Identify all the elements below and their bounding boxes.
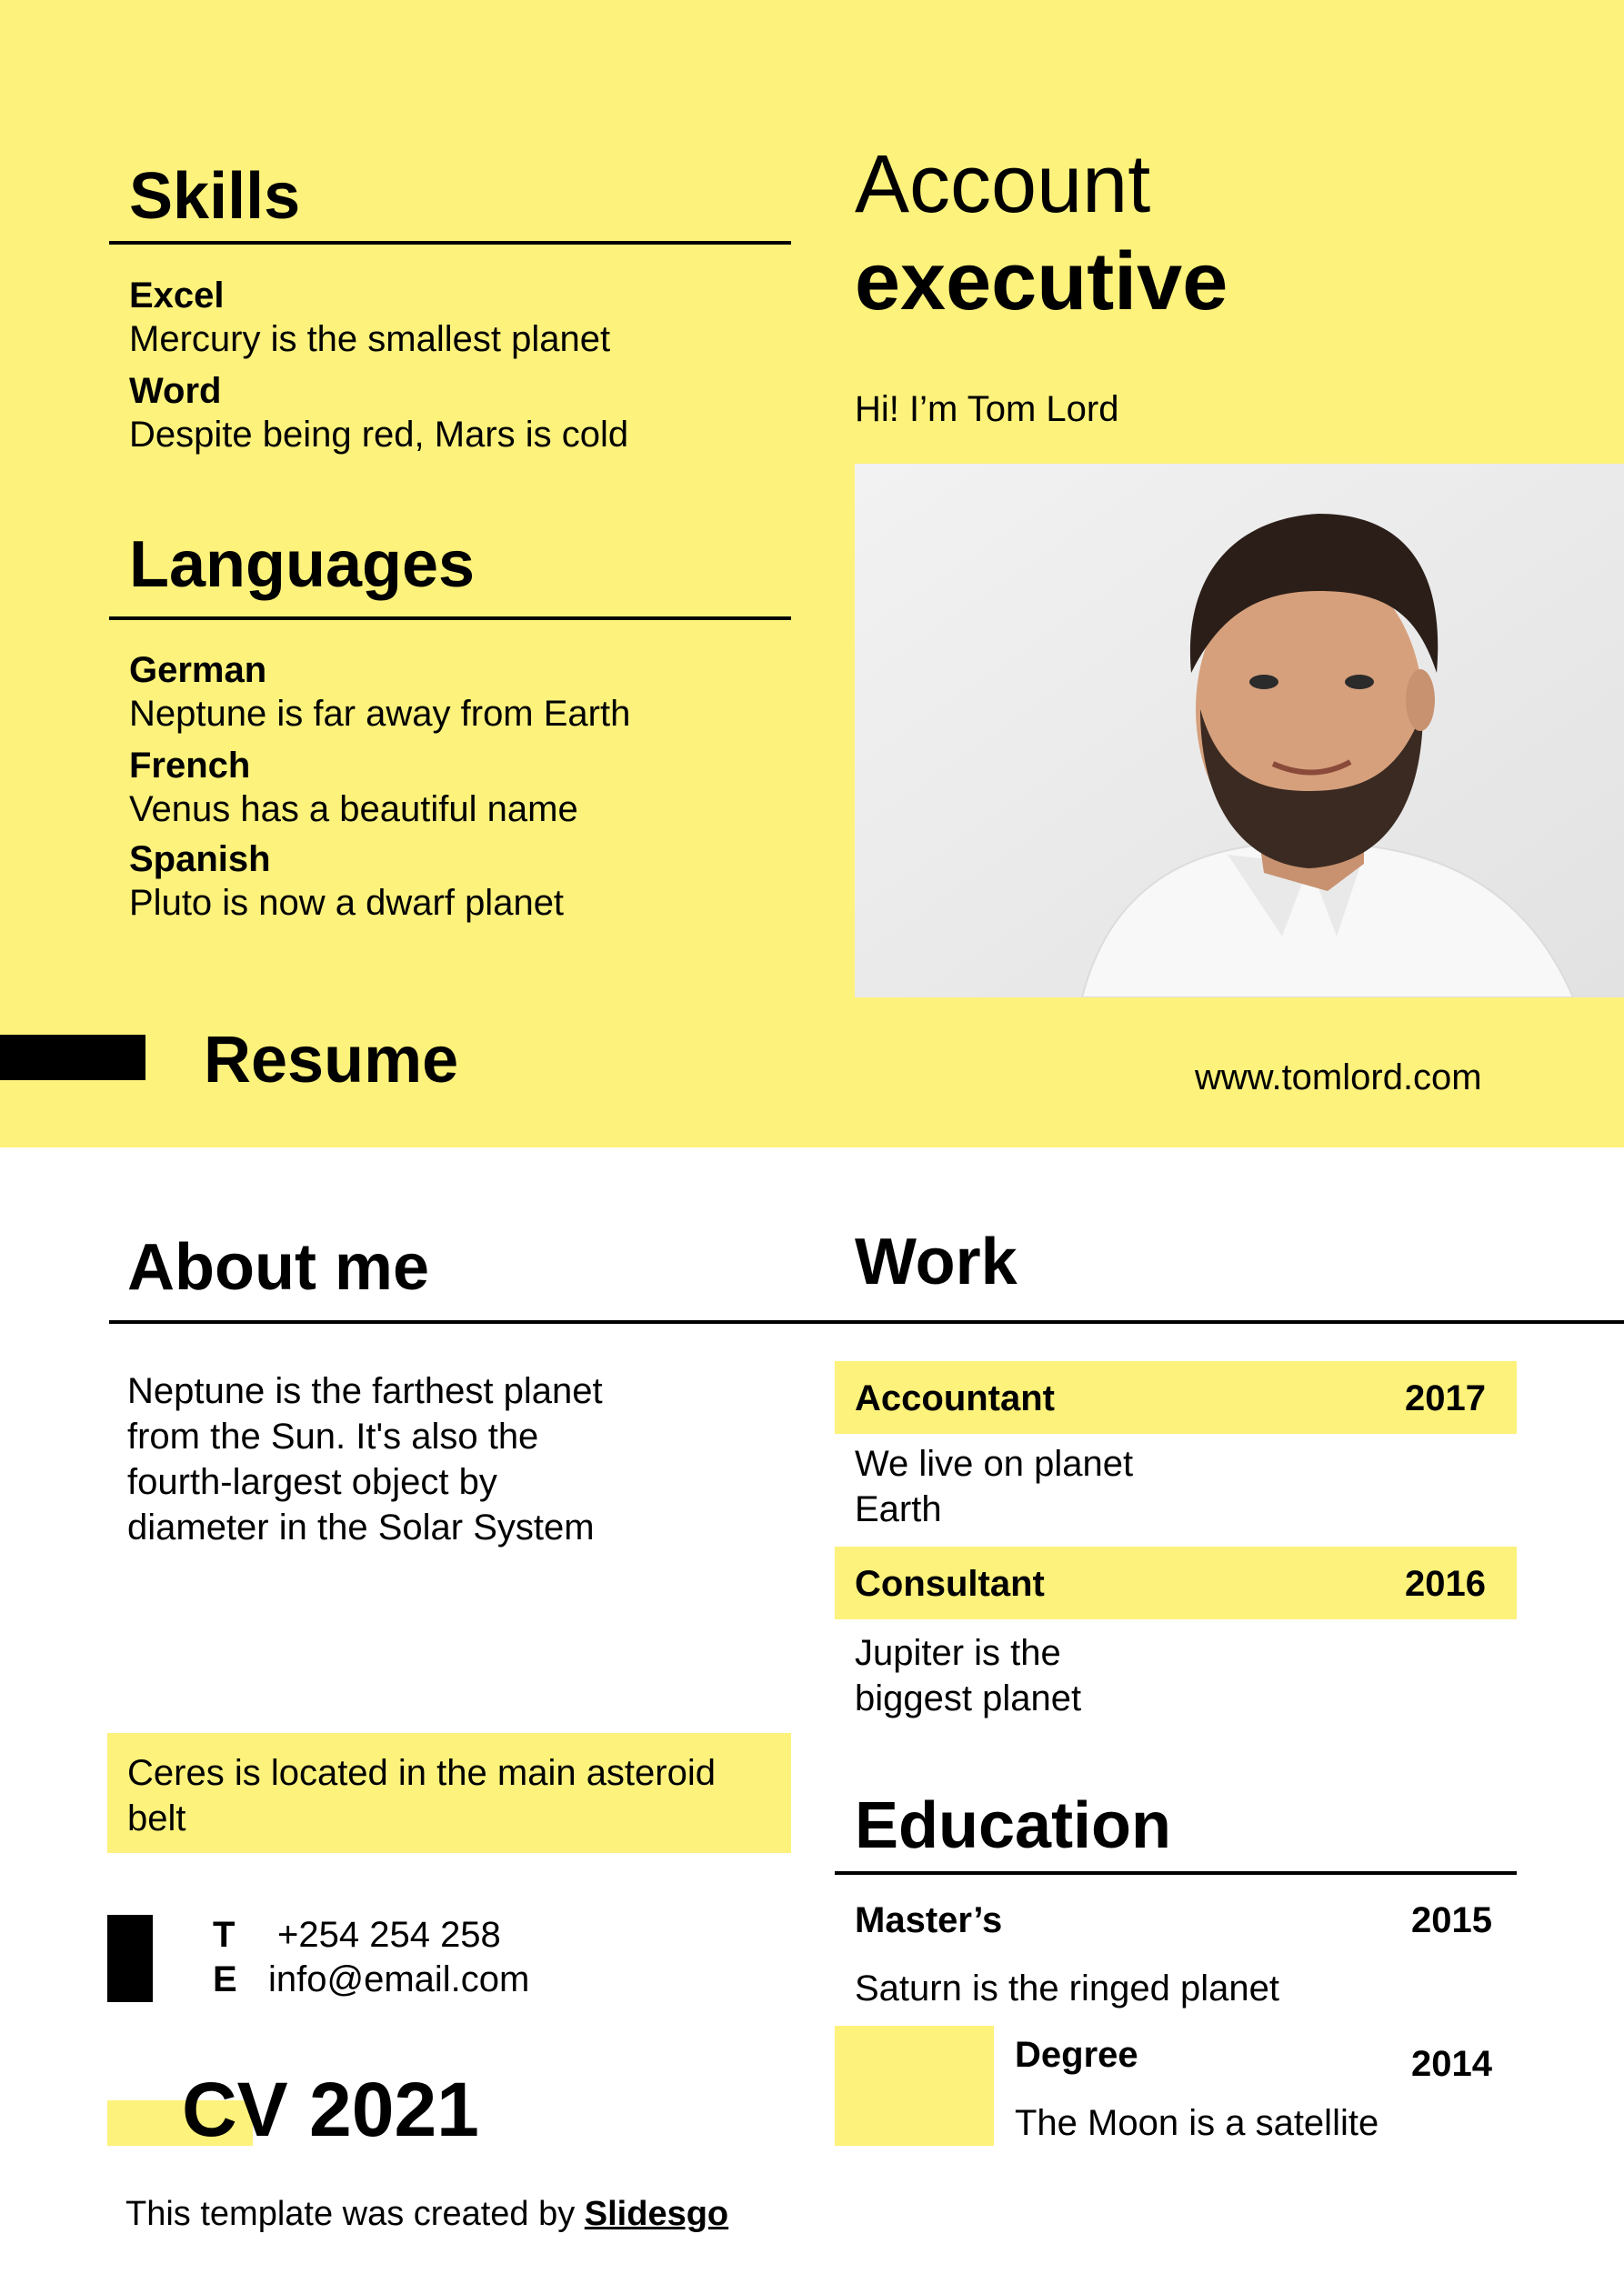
education-title: Master’s	[855, 1900, 1003, 1940]
language-title: German	[129, 650, 267, 690]
phone-value: +254 254 258	[277, 1915, 501, 1955]
portrait-illustration	[855, 464, 1624, 997]
education-accent-box	[835, 2026, 994, 2146]
about-highlight-text	[127, 1750, 716, 1841]
work-text-line: biggest planet	[855, 1678, 1082, 1718]
education-divider	[835, 1871, 1517, 1875]
profile-photo	[855, 464, 1624, 997]
skill-title: Excel	[129, 275, 225, 316]
language-text: Pluto is now a dwarf planet	[129, 883, 565, 923]
education-heading: Education	[855, 1789, 1172, 1862]
work-year: 2017	[1405, 1378, 1486, 1418]
skill-text: Despite being red, Mars is cold	[129, 415, 629, 455]
education-year: 2014	[1411, 2044, 1492, 2084]
work-heading: Work	[855, 1226, 1018, 1298]
education-text: Saturn is the ringed planet	[855, 1968, 1279, 2009]
language-title: Spanish	[129, 839, 271, 879]
work-text-line: Jupiter is the	[855, 1633, 1061, 1673]
cv-title: CV 2021	[182, 2067, 479, 2152]
work-text	[855, 1441, 1133, 1532]
about-line: diameter in the Solar System	[127, 1508, 595, 1548]
credit-link[interactable]: Slidesgo	[584, 2195, 729, 2233]
about-body	[127, 1368, 603, 1550]
website-link[interactable]: www.tomlord.com	[1195, 1057, 1482, 1097]
job-title-line1: Account	[855, 139, 1151, 230]
about-line: fourth-largest object by	[127, 1462, 497, 1502]
job-title-line2: executive	[855, 236, 1228, 327]
phone-label: T	[213, 1915, 236, 1955]
about-line: Neptune is the farthest planet	[127, 1371, 603, 1411]
language-text: Venus has a beautiful name	[129, 789, 578, 829]
email-value[interactable]: info@email.com	[268, 1959, 530, 1999]
about-heading: About me	[127, 1231, 429, 1304]
work-role: Accountant	[855, 1378, 1055, 1418]
language-text: Neptune is far away from Earth	[129, 694, 631, 734]
highlight-line: belt	[127, 1798, 186, 1838]
skill-text: Mercury is the smallest planet	[129, 319, 611, 359]
greeting: Hi! I’m Tom Lord	[855, 389, 1119, 429]
education-title: Degree	[1015, 2035, 1138, 2075]
language-title: French	[129, 746, 251, 786]
email-label: E	[213, 1959, 237, 1999]
work-year: 2016	[1405, 1564, 1486, 1604]
resume-bar	[0, 1035, 145, 1080]
education-text: The Moon is a satellite	[1015, 2103, 1379, 2143]
credit-text: This template was created by	[125, 2195, 585, 2233]
contact-bar	[107, 1915, 153, 2002]
work-role: Consultant	[855, 1564, 1045, 1604]
highlight-line: Ceres is located in the main asteroid	[127, 1753, 716, 1793]
resume-label: Resume	[204, 1024, 459, 1097]
work-text	[855, 1630, 1081, 1721]
template-credit	[125, 2191, 728, 2237]
languages-heading: Languages	[129, 528, 476, 601]
section-divider	[109, 1320, 1624, 1324]
about-line: from the Sun. It's also the	[127, 1417, 539, 1457]
skill-title: Word	[129, 371, 222, 411]
education-year: 2015	[1411, 1900, 1492, 1940]
skills-heading: Skills	[129, 160, 301, 233]
skills-divider	[109, 241, 791, 245]
work-text-line: We live on planet	[855, 1444, 1134, 1484]
languages-divider	[109, 616, 791, 620]
work-text-line: Earth	[855, 1489, 942, 1529]
